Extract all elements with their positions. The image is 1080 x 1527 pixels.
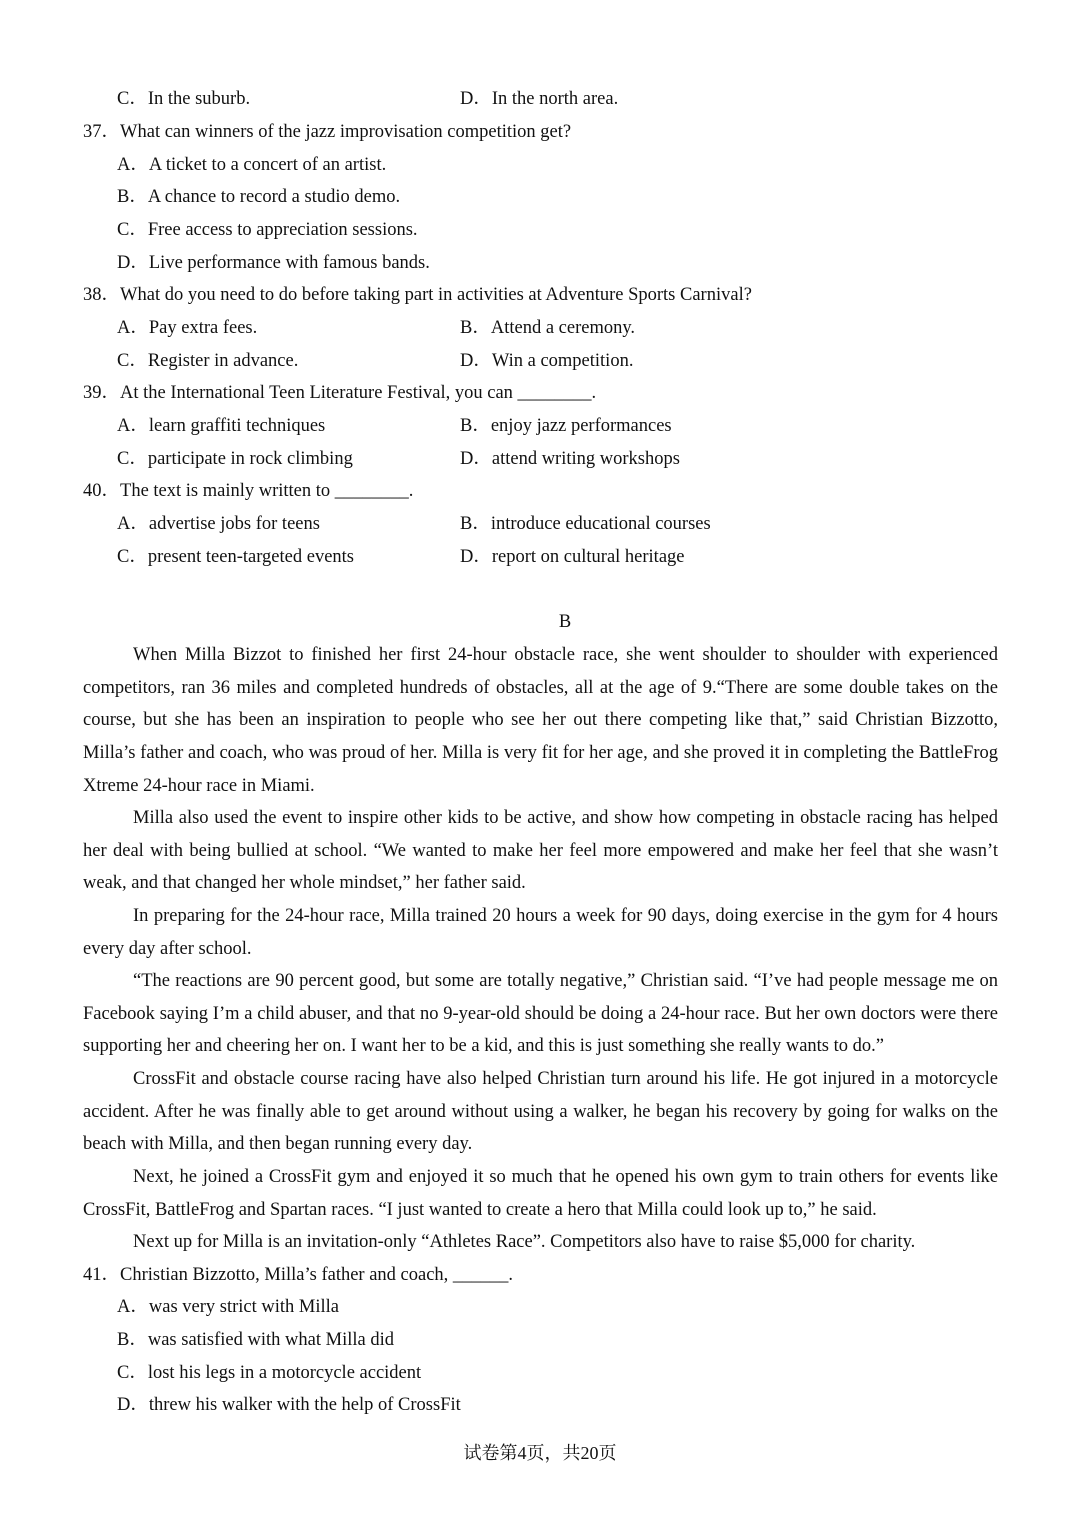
q39-stem: 39．At the International Teen Literature Festival, you can ________. bbox=[83, 383, 597, 403]
passage-paragraph-6: Next, he joined a CrossFit gym and enjoyed it so much that he opened his own gym to train others for events like CrossFit, BattleFrog and Spartan races. “I just wanted to create a hero that Milla could look up to,” he said. bbox=[83, 1167, 998, 1220]
q41-option-a: A．was very strict with Milla bbox=[117, 1297, 339, 1317]
q41-stem: 41．Christian Bizzotto, Milla’s father and coach, ______. bbox=[83, 1265, 514, 1285]
page-footer: 试卷第4页，共20页 bbox=[463, 1443, 617, 1463]
q40-option-b: B．introduce educational courses bbox=[460, 514, 711, 534]
q39-option-b: B．enjoy jazz performances bbox=[460, 416, 672, 436]
passage-paragraph-3: In preparing for the 24-hour race, Milla trained 20 hours a week for 90 days, doing exercise in the gym for 4 hours every day after school. bbox=[83, 906, 998, 959]
q38-option-d: D．Win a competition. bbox=[460, 351, 634, 371]
q37-option-d: D．Live performance with famous bands. bbox=[117, 253, 430, 273]
q38-option-a: A．Pay extra fees. bbox=[117, 318, 258, 338]
q41-option-c: C．lost his legs in a motorcycle accident bbox=[117, 1363, 422, 1383]
q40-option-c: C．present teen-targeted events bbox=[117, 547, 354, 567]
q41-option-d: D．threw his walker with the help of CrossFit bbox=[117, 1395, 461, 1415]
q36-option-d: D．In the north area. bbox=[460, 89, 619, 109]
q40-stem: 40．The text is mainly written to ________. bbox=[83, 481, 414, 501]
q39-option-c: C．participate in rock climbing bbox=[117, 449, 353, 469]
passage-paragraph-2: Milla also used the event to inspire other kids to be active, and show how competing in obstacle racing has helped her deal with being bullied at school. “We wanted to make her feel more empowered and make her feel that she wasn’t weak, and that changed her whole mindset,” her father said. bbox=[83, 808, 998, 894]
q38-option-b: B．Attend a ceremony. bbox=[460, 318, 636, 338]
q38-option-c: C．Register in advance. bbox=[117, 351, 299, 371]
q41-option-b: B．was satisfied with what Milla did bbox=[117, 1330, 394, 1350]
q37-option-b: B．A chance to record a studio demo. bbox=[117, 187, 401, 207]
passage-paragraph-7: Next up for Milla is an invitation-only “Athletes Race”. Competitors also have to raise $5,000 for charity. bbox=[133, 1232, 916, 1252]
q39-option-d: D．attend writing workshops bbox=[460, 449, 680, 469]
passage-paragraph-5: CrossFit and obstacle course racing have also helped Christian turn around his life. He got injured in a motorcycle accident. After he was finally able to get around without using a walker, he began his recovery by going for walks on the beach with Milla, and then began running every day. bbox=[83, 1069, 998, 1155]
passage-title: B bbox=[558, 612, 572, 632]
q38-stem: 38．What do you need to do before taking part in activities at Adventure Sports Carnival? bbox=[83, 285, 752, 305]
q36-option-c: C．In the suburb. bbox=[117, 89, 251, 109]
passage-paragraph-4: “The reactions are 90 percent good, but some are totally negative,” Christian said. “I’ve had people message me on Facebook saying I’m a child abuser, and that no 9-year-old should be doing a 24-hour race. But her own doctors were there supporting her and cheering her on. I want her to be a kid, and this is just something she really wants to do.” bbox=[83, 971, 998, 1057]
q40-option-a: A．advertise jobs for teens bbox=[117, 514, 320, 534]
q37-stem: 37．What can winners of the jazz improvisation competition get? bbox=[83, 122, 572, 142]
q37-option-a: A．A ticket to a concert of an artist. bbox=[117, 155, 387, 175]
passage-paragraph-1: When Milla Bizzot to finished her first 24-hour obstacle race, she went shoulder to shoulder with experienced competitors, ran 36 miles and completed hundreds of obstacles, all at the age of 9.“There are some double takes on the course, but she has been an inspiration to people who see her out there competing like that,” said Christian Bizzotto, Milla’s father and coach, who was proud of her. Milla is very fit for her age, and she proved it in completing the BattleFrog Xtreme 24-hour race in Miami. bbox=[83, 645, 998, 796]
q39-option-a: A．learn graffiti techniques bbox=[117, 416, 326, 436]
q37-option-c: C．Free access to appreciation sessions. bbox=[117, 220, 418, 240]
q40-option-d: D．report on cultural heritage bbox=[460, 547, 685, 567]
